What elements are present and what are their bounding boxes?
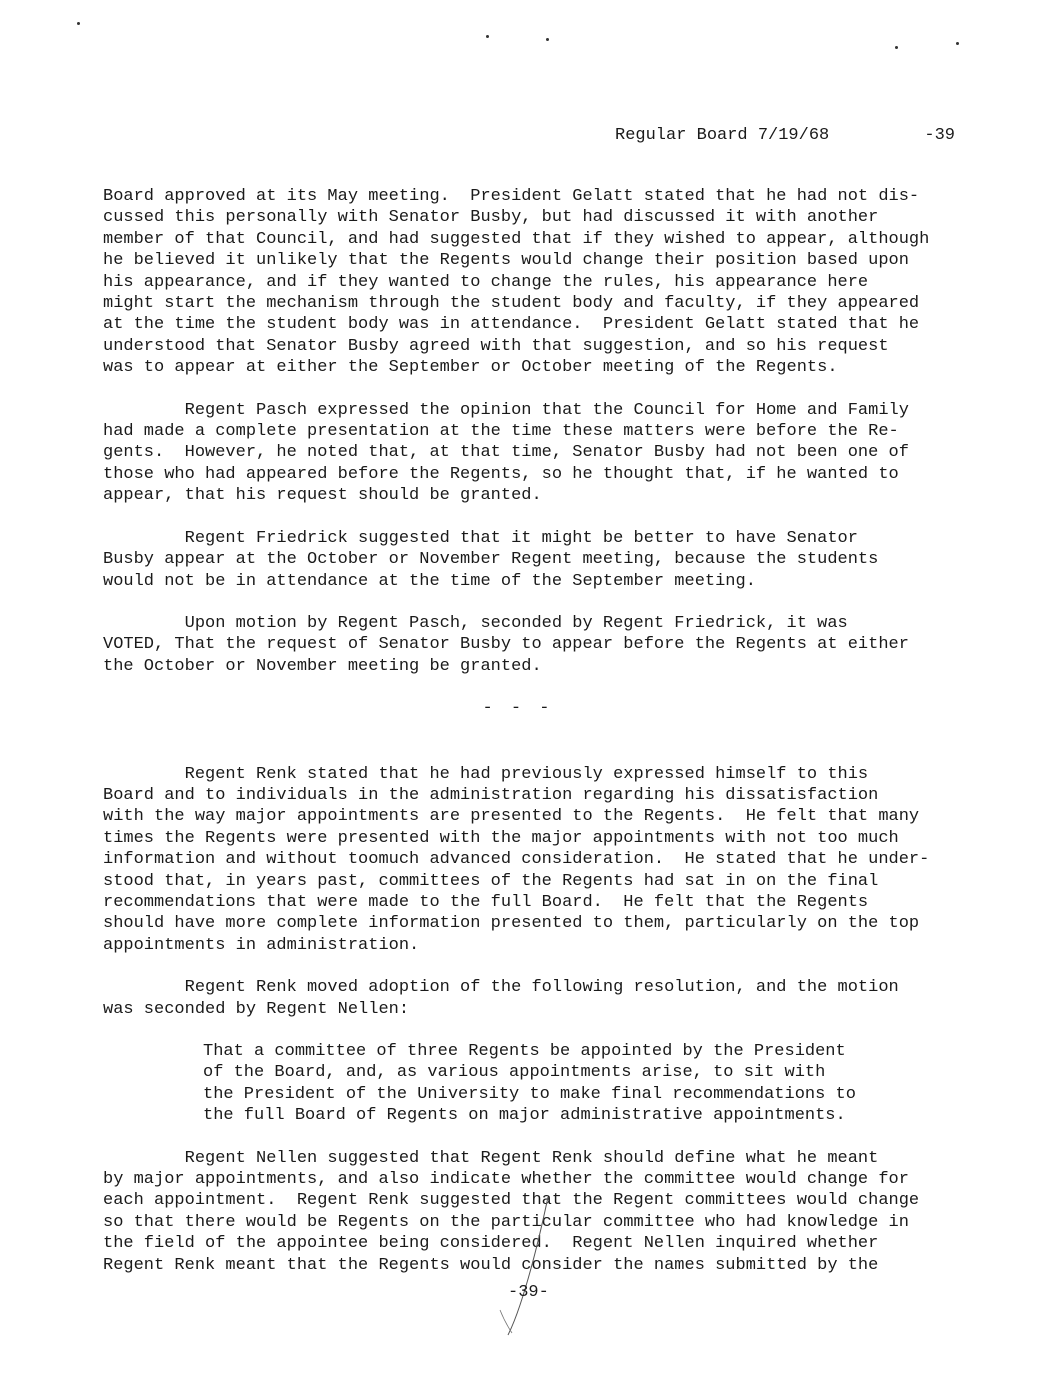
paragraph-renk-motion: [103, 977, 973, 1020]
text-line: recommendations that were made to the full Board. He felt that the Regents: [103, 892, 869, 912]
text-line: with the way major appointments are presented to the Regents. He felt that many: [103, 807, 920, 827]
text-line: times the Regents were presented with the major appointments with not too much: [103, 828, 899, 848]
text-line: the October or November meeting be granted.: [103, 656, 542, 676]
text-line: Board approved at its May meeting. President Gelatt stated that he had not dis-: [103, 187, 920, 206]
text-line: should have more complete information presented to them, particularly on the top: [103, 914, 920, 934]
paragraph-renk: [103, 764, 973, 957]
paragraph-friedrick: [103, 528, 973, 592]
text-line: That a committee of three Regents be appointed by the President: [203, 1042, 846, 1061]
text-line: member of that Council, and had suggested that if they wished to appear, although: [103, 229, 930, 249]
header-title: Regular Board 7/19/68: [615, 126, 830, 145]
paragraph-gelatt: [103, 186, 973, 379]
text-line: Regent Renk meant that the Regents would consider the names submitted by the: [103, 1255, 879, 1275]
text-line: at the time the student body was in attendance. President Gelatt stated that he: [103, 315, 920, 335]
paragraph-pasch: [103, 400, 973, 507]
text-line: Regent Renk moved adoption of the following resolution, and the motion: [103, 978, 899, 998]
text-line: might start the mechanism through the student body and faculty, if they appeared: [103, 294, 920, 314]
text-line: Regent Nellen suggested that Regent Renk should define what he meant: [103, 1148, 879, 1168]
text-line: Regent Pasch expressed the opinion that the Council for Home and Family: [103, 400, 909, 420]
footer-page-number: -39-: [508, 1283, 549, 1302]
paragraph-motion: [103, 613, 973, 677]
resolution-block: [103, 1041, 973, 1127]
text-line: Upon motion by Regent Pasch, seconded by Regent Friedrick, it was: [103, 613, 848, 633]
text-line: the President of the University to make final recommendations to: [203, 1084, 856, 1104]
page-header: [615, 126, 955, 145]
text-line: had made a complete presentation at the time these matters were before the Re-: [103, 422, 899, 442]
text-line: Board and to individuals in the administration regarding his dissatisfaction: [103, 785, 879, 805]
header-page-number: -39: [924, 126, 955, 145]
text-line: the full Board of Regents on major administrative appointments.: [203, 1106, 846, 1126]
scan-speck: [546, 38, 549, 41]
text-line: cussed this personally with Senator Busby, but had discussed it with another: [103, 208, 879, 228]
text-line: was seconded by Regent Nellen:: [103, 999, 410, 1019]
text-line: understood that Senator Busby agreed with that suggestion, and so his request: [103, 336, 889, 356]
text-line: Regent Renk stated that he had previously expressed himself to this: [103, 764, 869, 784]
text-line: information and without toomuch advanced consideration. He stated that he under-: [103, 850, 930, 870]
text-line: so that there would be Regents on the particular committee who had knowledge in: [103, 1212, 909, 1232]
text-line: by major appointments, and also indicate whether the committee would change for: [103, 1170, 909, 1190]
text-line: was to appear at either the September or October meeting of the Regents.: [103, 358, 838, 378]
text-line: would not be in attendance at the time of the September meeting.: [103, 571, 756, 591]
text-line: appear, that his request should be granted.: [103, 486, 542, 506]
scan-speck: [486, 35, 489, 38]
text-line: he believed it unlikely that the Regents would change their position based upon: [103, 251, 909, 271]
text-line: his appearance, and if they wanted to change the rules, his appearance here: [103, 272, 869, 292]
section-separator: - - -: [482, 699, 554, 719]
text-line: gents. However, he noted that, at that time, Senator Busby had not been one of: [103, 443, 909, 463]
text-line: stood that, in years past, committees of the Regents had sat in on the final: [103, 871, 879, 891]
text-line: of the Board, and, as various appointments arise, to sit with: [203, 1063, 826, 1083]
text-line: Busby appear at the October or November Regent meeting, because the students: [103, 550, 879, 570]
text-line: each appointment. Regent Renk suggested that the Regent committees would change: [103, 1191, 920, 1211]
text-line: the field of the appointee being considered. Regent Nellen inquired whether: [103, 1234, 879, 1254]
scan-speck: [895, 46, 898, 49]
text-line: Regent Friedrick suggested that it might be better to have Senator: [103, 528, 858, 548]
text-line: VOTED, That the request of Senator Busby to appear before the Regents at either: [103, 635, 909, 655]
text-line: those who had appeared before the Regents, so he thought that, if he wanted to: [103, 464, 899, 484]
scan-speck: [77, 22, 80, 25]
pen-stroke-mark: [490, 1195, 560, 1345]
document-body: [103, 186, 973, 1297]
scan-speck: [956, 42, 959, 45]
text-line: appointments in administration.: [103, 935, 420, 955]
